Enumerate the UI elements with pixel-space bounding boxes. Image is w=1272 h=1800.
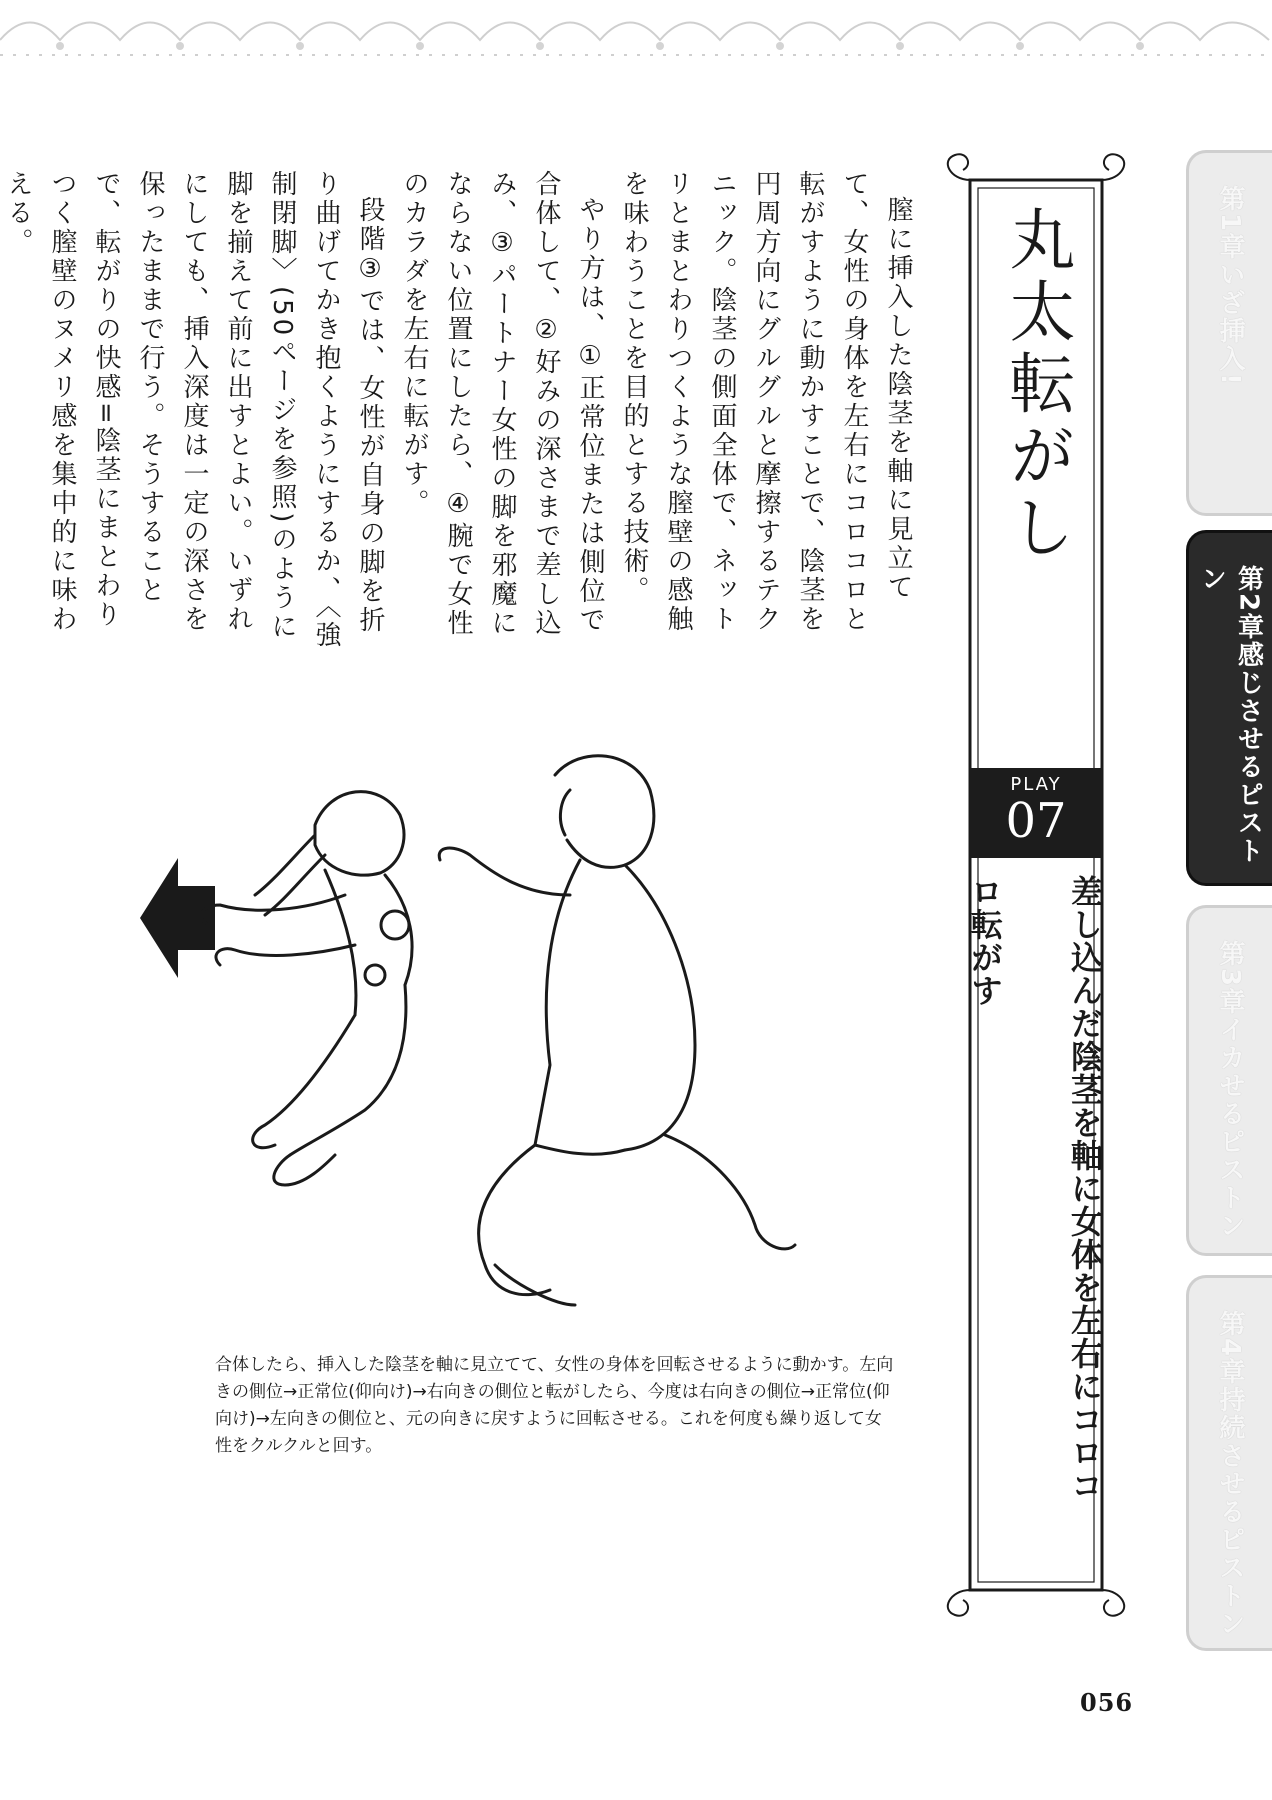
title-frame (945, 150, 1125, 1630)
chapter-tab-3[interactable] (1186, 905, 1272, 1256)
chapter-tab-1-number: 第1章 (1215, 185, 1245, 262)
chapter-tab-2-label: 感じさせるピストン (1196, 565, 1264, 866)
page-subtitle: 差し込んだ陰茎を軸に女体を左右にコロコロ転がす (966, 875, 1104, 1502)
illustration-caption: 合体したら、挿入した陰茎を軸に見立てて、女性の身体を回転させるように動かす。左向きの側位→正常位(仰向け)→右向きの側位と転がしたら、今度は右向きの側位→正常位(仰向け)→左向きの側位と、元の向きに戻すように回転させる。これを何度も繰り返して女性をクルクルと回す。 (215, 1355, 894, 1456)
chapter-tab-4-label: 持続させるピストン (1215, 1386, 1245, 1639)
body-text (3, 170, 920, 650)
play-badge (970, 768, 1102, 858)
page-title: 丸太転がし (998, 205, 1075, 565)
chapter-tab-4[interactable] (1186, 1275, 1272, 1651)
couple-illustration (195, 745, 875, 1335)
decorative-top-border (0, 0, 1269, 70)
body-paragraph-2: やり方は、①正常位または側位で合体して、②好みの深さまで差し込み、③パートナー女性の脚を邪魔にならない位置にしたら、④腕で女性のカラダを左右に転がす。 (399, 170, 605, 638)
chapter-tab-1-label: いざ挿入! (1215, 261, 1245, 387)
body-paragraph-3: 段階③では、女性が自身の脚を折り曲げてかき抱くようにするか、〈強制閉脚〉(50ページを参照)のように脚を揃えて前に出すとよい。いずれにしても、挿入深度は一定の深さを保ったままで行う。そうすることで、転がりの快感=陰茎にまとわりつく膣壁のヌメリ感を集中的に味わえる。 (3, 170, 385, 650)
play-number: 07 (1005, 793, 1067, 849)
chapter-tab-1[interactable] (1186, 150, 1272, 516)
body-paragraph-1: 膣に挿入した陰茎を軸に見立てて、女性の身体を左右にコロコロと転がすように動かすことで、陰茎を円周方向にグルグルと摩擦するテクニック。陰茎の側面全体で、ネットリとまとわりつくような膣壁の感触を味わうことを目的とする技術。 (619, 170, 913, 634)
play-label: PLAY (1010, 774, 1062, 795)
chapter-tab-3-label: イカせるピストン (1215, 1016, 1245, 1241)
chapter-tab-2-number: 第2章 (1233, 565, 1264, 642)
page-number: 056 (1080, 1688, 1134, 1717)
chapter-tab-3-number: 第3章 (1215, 940, 1245, 1017)
chapter-tab-4-number: 第4章 (1215, 1310, 1245, 1387)
chapter-tab-2[interactable] (1186, 530, 1272, 886)
